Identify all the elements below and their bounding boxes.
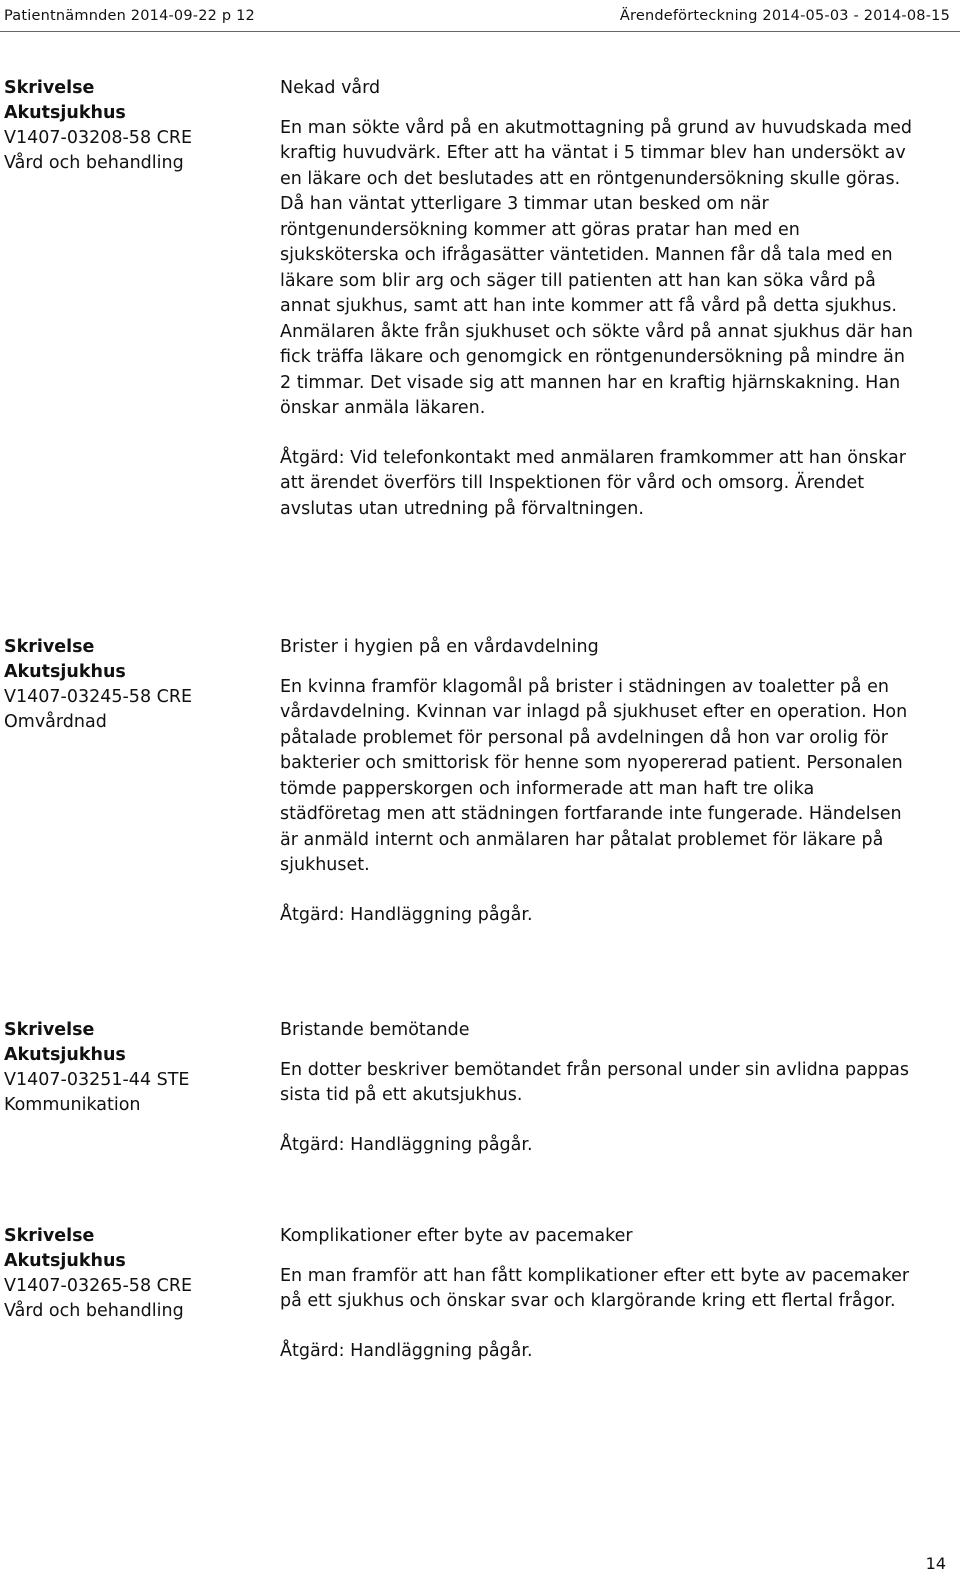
case-body: En man sökte vård på en akutmottagning på grund av huvudskada med kraftig huvudvärk. Efter att ha väntat i 5 timmar blev han undersökt av en läkare och det beslutades att en röntgenundersökning skulle göras. Då han väntat ytterligare 3 timmar utan besked om när röntgenundersökning kommer att göras pratar han med en sjuksköterska och ifrågasätter väntetiden. Mannen får då tala med en läkare som blir arg och säger till patienten att han kan söka vård på annat sjukhus, samt att han inte kommer att få vård på detta sjukhus. Anmälaren åkte från sjukhuset och sökte vård på annat sjukhus där han fick träffa läkare och genomgick en röntgenundersökning på mindre än 2 timmar. Det visade sig att mannen har en kraftig hjärnskakning. Han önskar anmäla läkaren. bbox=[280, 117, 913, 418]
case-code: V1407-03245-58 CRE bbox=[4, 687, 193, 707]
case-code: V1407-03251-44 STE bbox=[4, 1070, 190, 1090]
case-entry bbox=[0, 635, 960, 928]
case-unit: Akutsjukhus bbox=[4, 662, 126, 682]
case-code: V1407-03265-58 CRE bbox=[4, 1276, 193, 1296]
case-body: En kvinna framför klagomål på brister i städningen av toaletter på en vårdavdelning. Kvinnan var inlagd på sjukhuset efter en operation. Hon påtalade problemet för personal på avdelningen då hon var orolig för bakterier och smittorisk för henne som nyopererad patient. Personalen tömde papperskorgen och informerade att man haft tre olika städföretag men att städningen fortfarande inte fungerade. Händelsen är anmäld internt och anmälaren har påtalat problemet för läkare på sjukhuset. bbox=[280, 676, 908, 875]
header-right-text: Ärendeförteckning 2014-05-03 - 2014-08-15 bbox=[619, 8, 950, 24]
case-action: Åtgärd: Vid telefonkontakt med anmälaren framkommer att han önskar att ärendet överförs till Inspektionen för vård och omsorg. Ärendet avslutas utan utredning på förvaltningen. bbox=[280, 447, 906, 519]
case-meta bbox=[0, 635, 280, 928]
header-left-text: Patientnämnden 2014-09-22 p 12 bbox=[4, 8, 255, 24]
case-title: Bristande bemötande bbox=[280, 1020, 470, 1040]
case-entry bbox=[0, 76, 960, 522]
case-category: Omvårdnad bbox=[4, 712, 107, 732]
case-type: Skrivelse bbox=[4, 1020, 95, 1040]
case-meta bbox=[0, 76, 280, 522]
case-content bbox=[280, 1224, 920, 1364]
case-action: Åtgärd: Handläggning pågår. bbox=[280, 904, 533, 925]
case-code: V1407-03208-58 CRE bbox=[4, 128, 193, 148]
page-number: 14 bbox=[925, 1554, 946, 1573]
page-header bbox=[4, 4, 950, 28]
case-body: En man framför att han fått komplikationer efter ett byte av pacemaker på ett sjukhus och önskar svar och klargörande kring ett flertal frågor. bbox=[280, 1265, 910, 1311]
case-action: Åtgärd: Handläggning pågår. bbox=[280, 1134, 533, 1155]
case-entry bbox=[0, 1018, 960, 1158]
case-meta bbox=[0, 1018, 280, 1158]
case-category: Vård och behandling bbox=[4, 153, 184, 173]
case-type: Skrivelse bbox=[4, 1226, 95, 1246]
case-unit: Akutsjukhus bbox=[4, 1045, 126, 1065]
case-type: Skrivelse bbox=[4, 78, 95, 98]
case-entry bbox=[0, 1224, 960, 1364]
case-meta bbox=[0, 1224, 280, 1364]
case-title: Komplikationer efter byte av pacemaker bbox=[280, 1226, 633, 1246]
case-title: Brister i hygien på en vårdavdelning bbox=[280, 637, 599, 657]
case-unit: Akutsjukhus bbox=[4, 1251, 126, 1271]
header-divider bbox=[0, 31, 960, 32]
case-action: Åtgärd: Handläggning pågår. bbox=[280, 1340, 533, 1361]
case-title: Nekad vård bbox=[280, 78, 381, 98]
case-type: Skrivelse bbox=[4, 637, 95, 657]
case-content bbox=[280, 635, 920, 928]
case-body: En dotter beskriver bemötandet från personal under sin avlidna pappas sista tid på ett akutsjukhus. bbox=[280, 1059, 909, 1105]
case-unit: Akutsjukhus bbox=[4, 103, 126, 123]
case-category: Vård och behandling bbox=[4, 1301, 184, 1321]
case-category: Kommunikation bbox=[4, 1095, 141, 1115]
case-content bbox=[280, 1018, 920, 1158]
case-content bbox=[280, 76, 920, 522]
